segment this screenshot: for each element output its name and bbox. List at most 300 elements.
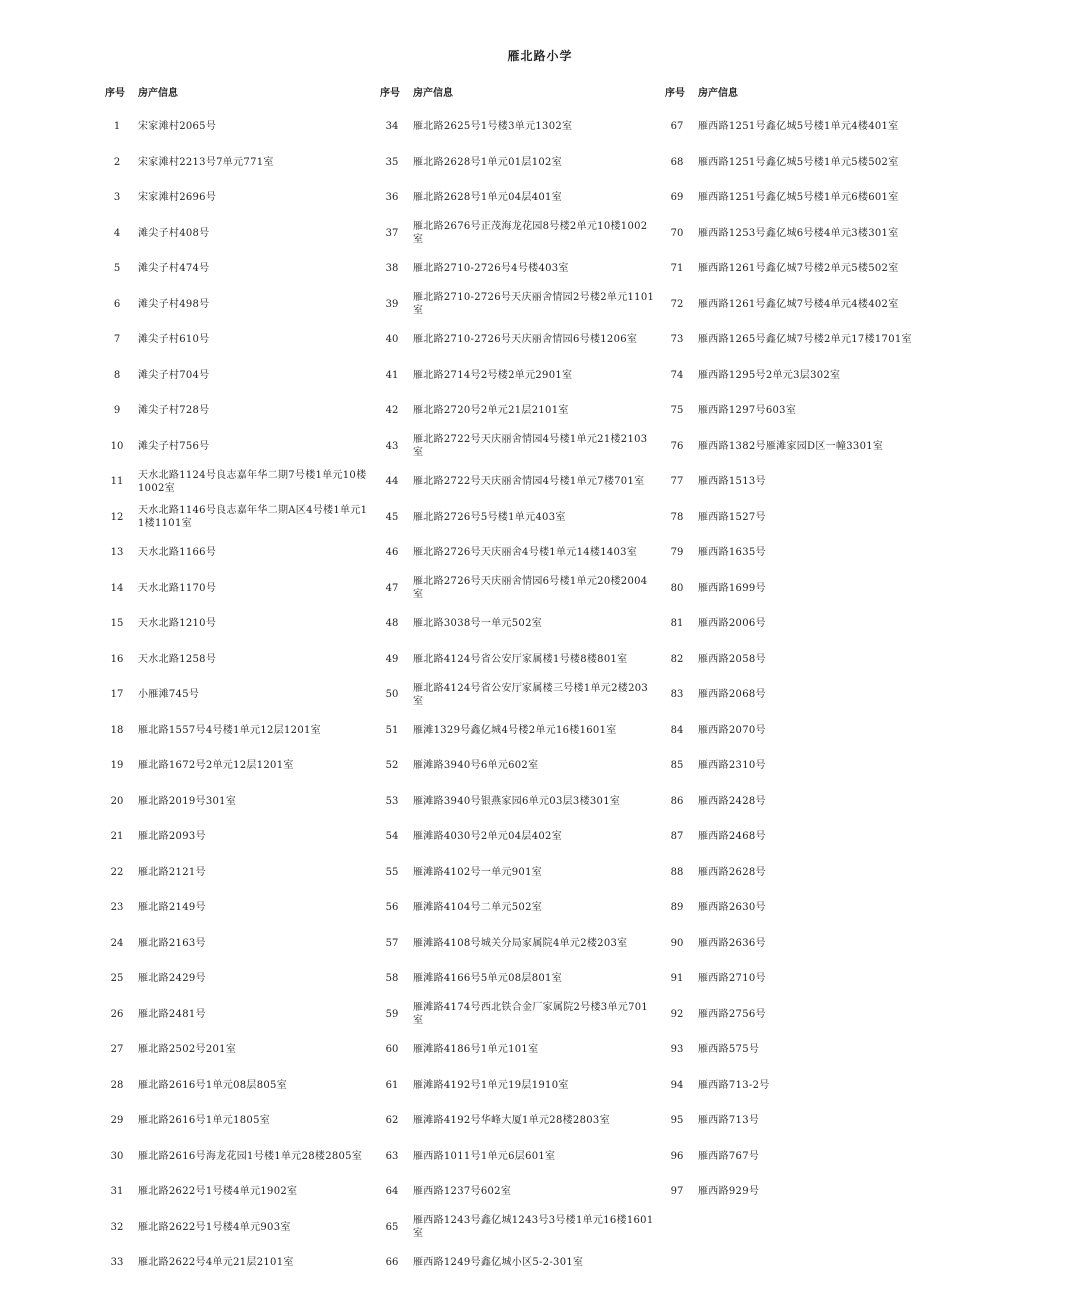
row-number: 88	[670, 866, 684, 878]
row-number: 1	[113, 121, 121, 133]
row-number: 81	[670, 618, 684, 630]
table-row	[375, 748, 655, 784]
property-info: 天水北路1170号	[138, 582, 217, 594]
row-number: 76	[670, 440, 684, 452]
row-number: 4	[113, 227, 121, 239]
row-number: 93	[670, 1044, 684, 1056]
row-number: 26	[110, 1008, 124, 1020]
property-info: 雁滩路3940号6单元602室	[413, 760, 539, 772]
table-row	[660, 1139, 960, 1175]
table-row	[100, 216, 370, 252]
property-info: 滩尖子村728号	[138, 405, 210, 417]
property-info: 小雁滩745号	[138, 689, 200, 701]
table-row	[660, 1068, 960, 1104]
table-row	[375, 109, 655, 145]
property-info: 雁西路767号	[698, 1150, 760, 1162]
property-info: 雁西路2428号	[698, 795, 766, 807]
property-info: 雁西路2070号	[698, 724, 766, 736]
table-row	[375, 287, 655, 323]
table-row	[375, 997, 655, 1033]
row-number: 46	[385, 547, 399, 559]
row-number: 54	[385, 831, 399, 843]
row-number: 39	[385, 298, 399, 310]
row-number: 36	[385, 192, 399, 204]
property-info: 雁北路2726号5号楼1单元403室	[413, 511, 566, 523]
property-info: 雁西路1237号602室	[413, 1186, 512, 1198]
row-number: 50	[385, 689, 399, 701]
row-number: 73	[670, 334, 684, 346]
table-row	[100, 429, 370, 465]
property-info: 雁北路3038号一单元502室	[413, 618, 543, 630]
property-info: 雁西路1251号鑫亿城5号楼1单元6楼601室	[698, 192, 899, 204]
table-row	[100, 748, 370, 784]
table-row	[660, 429, 960, 465]
row-number: 91	[670, 973, 684, 985]
property-info: 滩尖子村408号	[138, 227, 210, 239]
table-row	[100, 1032, 370, 1068]
row-number: 31	[110, 1186, 124, 1198]
property-info: 雁北路2622号4单元21层2101室	[138, 1257, 294, 1269]
table-row	[375, 464, 655, 500]
row-number: 38	[385, 263, 399, 275]
table-row	[375, 1068, 655, 1104]
row-number: 15	[110, 618, 124, 630]
row-number: 37	[385, 227, 399, 239]
table-row	[375, 322, 655, 358]
row-number: 23	[110, 902, 124, 914]
property-info: 雁北路2616号1单元08层805室	[138, 1079, 288, 1091]
row-number: 10	[110, 440, 124, 452]
row-number: 44	[385, 476, 399, 488]
row-number: 80	[670, 582, 684, 594]
table-row	[100, 606, 370, 642]
row-number: 3	[113, 192, 121, 204]
table-row	[660, 748, 960, 784]
table-row	[100, 1103, 370, 1139]
row-number: 84	[670, 724, 684, 736]
row-number: 55	[385, 866, 399, 878]
table-row	[100, 1174, 370, 1210]
table-header	[100, 82, 370, 100]
property-info: 雁北路2093号	[138, 831, 206, 843]
table-row	[660, 997, 960, 1033]
property-info: 雁西路1527号	[698, 511, 766, 523]
property-info: 雁北路2628号1单元01层102室	[413, 156, 563, 168]
table-row	[375, 571, 655, 607]
table-row	[375, 251, 655, 287]
property-info: 雁滩1329号鑫亿城4号楼2单元16楼1601室	[413, 724, 617, 736]
table-row	[100, 997, 370, 1033]
property-info: 雁北路2616号1单元1805室	[138, 1115, 271, 1127]
table-row	[375, 180, 655, 216]
table-row	[660, 251, 960, 287]
row-number: 2	[113, 156, 121, 168]
property-info: 雁滩路4104号二单元502室	[413, 902, 543, 914]
table-rows	[660, 109, 960, 1210]
row-number: 43	[385, 440, 399, 452]
table-row	[100, 464, 370, 500]
header-number: 序号	[665, 87, 685, 99]
table-row	[375, 606, 655, 642]
table-row	[375, 429, 655, 465]
property-info: 雁北路1672号2单元12层1201室	[138, 760, 294, 772]
table-row	[100, 642, 370, 678]
row-number: 90	[670, 937, 684, 949]
table-row	[100, 784, 370, 820]
row-number: 71	[670, 263, 684, 275]
row-number: 89	[670, 902, 684, 914]
table-row	[375, 358, 655, 394]
property-info: 雁滩路4108号城关分局家属院4单元2楼203室	[413, 937, 628, 949]
row-number: 56	[385, 902, 399, 914]
table-row	[100, 1210, 370, 1246]
property-info: 天水北路1210号	[138, 618, 217, 630]
table-row	[375, 677, 655, 713]
property-info: 天水北路1258号	[138, 653, 217, 665]
property-info: 雁北路2722号天庆丽舍情园4号楼1单元21楼2103室	[413, 434, 648, 459]
property-info: 雁西路1635号	[698, 547, 766, 559]
table-row	[375, 500, 655, 536]
property-info: 滩尖子村474号	[138, 263, 210, 275]
table-row	[100, 677, 370, 713]
property-info: 雁西路2310号	[698, 760, 766, 772]
row-number: 22	[110, 866, 124, 878]
table-row	[100, 926, 370, 962]
property-info: 雁西路713号	[698, 1115, 760, 1127]
property-info: 雁西路1243号鑫亿城1243号3号楼1单元16楼1601室	[413, 1215, 654, 1240]
property-info: 雁北路2714号2号楼2单元2901室	[413, 369, 573, 381]
table-row	[100, 1245, 370, 1281]
property-info: 雁北路2019号301室	[138, 795, 237, 807]
property-info: 雁北路2502号201室	[138, 1044, 237, 1056]
property-info: 雁滩路4192号1单元19层1910室	[413, 1079, 569, 1091]
property-info: 雁北路2726号天庆丽舍情园6号楼1单元20楼2004室	[413, 576, 648, 601]
table-row	[100, 500, 370, 536]
property-info: 宋家滩村2696号	[138, 192, 217, 204]
table-row	[100, 819, 370, 855]
table-row	[100, 180, 370, 216]
table-row	[660, 109, 960, 145]
table-row	[375, 819, 655, 855]
table-row	[100, 393, 370, 429]
property-info: 雁北路2710-2726号天庆丽舍情园2号楼2单元1101室	[413, 292, 655, 317]
property-info: 雁西路929号	[698, 1186, 760, 1198]
table-row	[660, 1174, 960, 1210]
property-info: 雁西路1261号鑫亿城7号楼4单元4楼402室	[698, 298, 899, 310]
table-row	[660, 606, 960, 642]
table-row	[375, 926, 655, 962]
row-number: 47	[385, 582, 399, 594]
row-number: 57	[385, 937, 399, 949]
table-row	[375, 1139, 655, 1175]
header-property-info: 房产信息	[138, 87, 178, 99]
table-row	[375, 1210, 655, 1246]
property-info: 雁西路1699号	[698, 582, 766, 594]
table-row	[100, 251, 370, 287]
row-number: 14	[110, 582, 124, 594]
table-row	[100, 1068, 370, 1104]
table-row	[100, 287, 370, 323]
row-number: 40	[385, 334, 399, 346]
property-info: 雁北路2429号	[138, 973, 206, 985]
property-info: 雁北路2163号	[138, 937, 206, 949]
table-row	[660, 393, 960, 429]
table-row	[660, 677, 960, 713]
table-row	[660, 1103, 960, 1139]
table-row	[375, 1174, 655, 1210]
property-info: 雁西路2058号	[698, 653, 766, 665]
table-row	[375, 642, 655, 678]
table-row	[375, 216, 655, 252]
row-number: 77	[670, 476, 684, 488]
row-number: 96	[670, 1150, 684, 1162]
table-row	[660, 464, 960, 500]
row-number: 85	[670, 760, 684, 772]
header-property-info: 房产信息	[698, 87, 738, 99]
table-row	[660, 500, 960, 536]
table-column-1	[100, 82, 370, 1281]
property-info: 雁北路2121号	[138, 866, 206, 878]
row-number: 78	[670, 511, 684, 523]
row-number: 92	[670, 1008, 684, 1020]
row-number: 33	[110, 1257, 124, 1269]
property-info: 雁滩路4102号一单元901室	[413, 866, 543, 878]
property-info: 滩尖子村756号	[138, 440, 210, 452]
property-info: 宋家滩村2213号7单元771室	[138, 156, 274, 168]
property-info: 雁北路2616号海龙花园1号楼1单元28楼2805室	[138, 1150, 363, 1162]
property-info: 雁北路4124号省公安厅家属楼1号楼8楼801室	[413, 653, 628, 665]
row-number: 83	[670, 689, 684, 701]
table-rows	[100, 109, 370, 1281]
row-number: 64	[385, 1186, 399, 1198]
table-row	[100, 145, 370, 181]
property-info: 雁北路2710-2726号天庆丽舍情园6号楼1206室	[413, 334, 638, 346]
property-info: 雁西路713-2号	[698, 1079, 770, 1091]
row-number: 24	[110, 937, 124, 949]
property-info: 天水北路1124号良志嘉年华二期7号楼1单元10楼1002室	[138, 469, 367, 494]
row-number: 21	[110, 831, 124, 843]
table-row	[100, 358, 370, 394]
row-number: 18	[110, 724, 124, 736]
table-row	[660, 571, 960, 607]
table-row	[100, 855, 370, 891]
property-info: 雁北路2720号2单元21层2101室	[413, 405, 569, 417]
table-row	[375, 961, 655, 997]
property-info: 雁西路2628号	[698, 866, 766, 878]
property-info: 雁西路1265号鑫亿城7号楼2单元17楼1701室	[698, 334, 912, 346]
table-row	[100, 109, 370, 145]
table-row	[375, 713, 655, 749]
property-info: 雁西路575号	[698, 1044, 760, 1056]
property-info: 雁西路2756号	[698, 1008, 766, 1020]
table-row	[660, 713, 960, 749]
row-number: 13	[110, 547, 124, 559]
row-number: 60	[385, 1044, 399, 1056]
row-number: 59	[385, 1008, 399, 1020]
table-row	[375, 890, 655, 926]
property-info: 雁西路2710号	[698, 973, 766, 985]
property-info: 宋家滩村2065号	[138, 121, 217, 133]
property-info: 雁西路2468号	[698, 831, 766, 843]
row-number: 11	[110, 476, 124, 488]
property-info: 雁西路1295号2单元3层302室	[698, 369, 841, 381]
table-column-2	[375, 82, 655, 1281]
row-number: 42	[385, 405, 399, 417]
row-number: 45	[385, 511, 399, 523]
row-number: 53	[385, 795, 399, 807]
property-info: 滩尖子村610号	[138, 334, 210, 346]
property-info: 雁北路2622号1号楼4单元1902室	[138, 1186, 298, 1198]
table-row	[660, 322, 960, 358]
table-row	[375, 1103, 655, 1139]
property-info: 雁北路2625号1号楼3单元1302室	[413, 121, 573, 133]
table-row	[660, 819, 960, 855]
row-number: 17	[110, 689, 124, 701]
header-property-info: 房产信息	[413, 87, 453, 99]
row-number: 41	[385, 369, 399, 381]
table-row	[375, 784, 655, 820]
table-row	[660, 358, 960, 394]
row-number: 12	[110, 511, 124, 523]
property-info: 雁滩路4030号2单元04层402室	[413, 831, 563, 843]
row-number: 27	[110, 1044, 124, 1056]
row-number: 58	[385, 973, 399, 985]
table-row	[660, 535, 960, 571]
property-info: 雁北路2622号1号楼4单元903室	[138, 1221, 291, 1233]
table-row	[660, 642, 960, 678]
property-info: 天水北路1146号良志嘉年华二期A区4号楼1单元11楼1101室	[138, 505, 368, 530]
property-info: 雁西路1513号	[698, 476, 766, 488]
row-number: 75	[670, 405, 684, 417]
table-column-3	[660, 82, 960, 1210]
property-info: 雁西路1011号1单元6层601室	[413, 1150, 556, 1162]
property-info: 雁西路1251号鑫亿城5号楼1单元5楼502室	[698, 156, 899, 168]
header-number: 序号	[105, 87, 125, 99]
row-number: 48	[385, 618, 399, 630]
row-number: 29	[110, 1115, 124, 1127]
property-info: 滩尖子村704号	[138, 369, 210, 381]
row-number: 52	[385, 760, 399, 772]
row-number: 9	[113, 405, 121, 417]
property-info: 雁滩路3940号银燕家园6单元03层3楼301室	[413, 795, 621, 807]
property-info: 雁北路2628号1单元04层401室	[413, 192, 563, 204]
property-info: 雁北路2726号天庆丽舍4号楼1单元14楼1403室	[413, 547, 638, 559]
property-info: 雁西路1251号鑫亿城5号楼1单元4楼401室	[698, 121, 899, 133]
row-number: 28	[110, 1079, 124, 1091]
table-row	[660, 784, 960, 820]
property-info: 雁北路2710-2726号4号楼403室	[413, 263, 569, 275]
table-row	[100, 713, 370, 749]
table-row	[660, 216, 960, 252]
property-info: 雁滩路4166号5单元08层801室	[413, 973, 563, 985]
property-info: 雁西路1297号603室	[698, 405, 797, 417]
row-number: 72	[670, 298, 684, 310]
property-info: 雁西路2636号	[698, 937, 766, 949]
row-number: 25	[110, 973, 124, 985]
row-number: 79	[670, 547, 684, 559]
row-number: 5	[113, 263, 121, 275]
table-row	[100, 961, 370, 997]
row-number: 8	[113, 369, 121, 381]
row-number: 62	[385, 1115, 399, 1127]
table-row	[100, 1139, 370, 1175]
table-row	[100, 571, 370, 607]
row-number: 61	[385, 1079, 399, 1091]
property-info: 雁滩路4186号1单元101室	[413, 1044, 539, 1056]
table-row	[375, 1245, 655, 1281]
property-info: 雁北路2676号正茂海龙花园8号楼2单元10楼1002室	[413, 221, 648, 246]
table-row	[660, 890, 960, 926]
property-info: 雁北路4124号省公安厅家属楼三号楼1单元2楼203室	[413, 682, 649, 707]
row-number: 32	[110, 1221, 124, 1233]
table-row	[660, 180, 960, 216]
table-row	[660, 926, 960, 962]
row-number: 34	[385, 121, 399, 133]
property-info: 雁北路2149号	[138, 902, 206, 914]
property-info: 雁西路1261号鑫亿城7号楼2单元5楼502室	[698, 263, 899, 275]
row-number: 67	[670, 121, 684, 133]
table-row	[375, 855, 655, 891]
property-info: 滩尖子村498号	[138, 298, 210, 310]
property-info: 雁西路2630号	[698, 902, 766, 914]
table-row	[660, 287, 960, 323]
row-number: 35	[385, 156, 399, 168]
row-number: 49	[385, 653, 399, 665]
row-number: 6	[113, 298, 121, 310]
row-number: 51	[385, 724, 399, 736]
row-number: 82	[670, 653, 684, 665]
property-info: 天水北路1166号	[138, 547, 217, 559]
row-number: 30	[110, 1150, 124, 1162]
row-number: 87	[670, 831, 684, 843]
table-row	[660, 855, 960, 891]
row-number: 86	[670, 795, 684, 807]
page-title: 雁北路小学	[507, 49, 573, 63]
table-row	[660, 145, 960, 181]
row-number: 97	[670, 1186, 684, 1198]
table-row	[375, 393, 655, 429]
row-number: 68	[670, 156, 684, 168]
row-number: 69	[670, 192, 684, 204]
row-number: 19	[110, 760, 124, 772]
property-info: 雁北路1557号4号楼1单元12层1201室	[138, 724, 321, 736]
table-row	[660, 961, 960, 997]
property-info: 雁西路2006号	[698, 618, 766, 630]
row-number: 20	[110, 795, 124, 807]
row-number: 63	[385, 1150, 399, 1162]
table-row	[100, 535, 370, 571]
table-header	[375, 82, 655, 100]
row-number: 65	[385, 1221, 399, 1233]
property-info: 雁西路1253号鑫亿城6号楼4单元3楼301室	[698, 227, 899, 239]
table-header	[660, 82, 960, 100]
property-info: 雁北路2722号天庆丽舍情园4号楼1单元7楼701室	[413, 476, 645, 488]
table-row	[100, 890, 370, 926]
table-row	[100, 322, 370, 358]
row-number: 74	[670, 369, 684, 381]
row-number: 95	[670, 1115, 684, 1127]
property-info: 雁西路1249号鑫亿城小区5-2-301室	[413, 1257, 584, 1269]
table-row	[375, 1032, 655, 1068]
property-info: 雁滩路4174号西北铁合金厂家属院2号楼3单元701室	[413, 1002, 649, 1027]
table-rows	[375, 109, 655, 1281]
property-info: 雁滩路4192号华峰大厦1单元28楼2803室	[413, 1115, 610, 1127]
row-number: 7	[113, 334, 121, 346]
row-number: 16	[110, 653, 124, 665]
header-number: 序号	[380, 87, 400, 99]
property-info: 雁西路2068号	[698, 689, 766, 701]
row-number: 70	[670, 227, 684, 239]
